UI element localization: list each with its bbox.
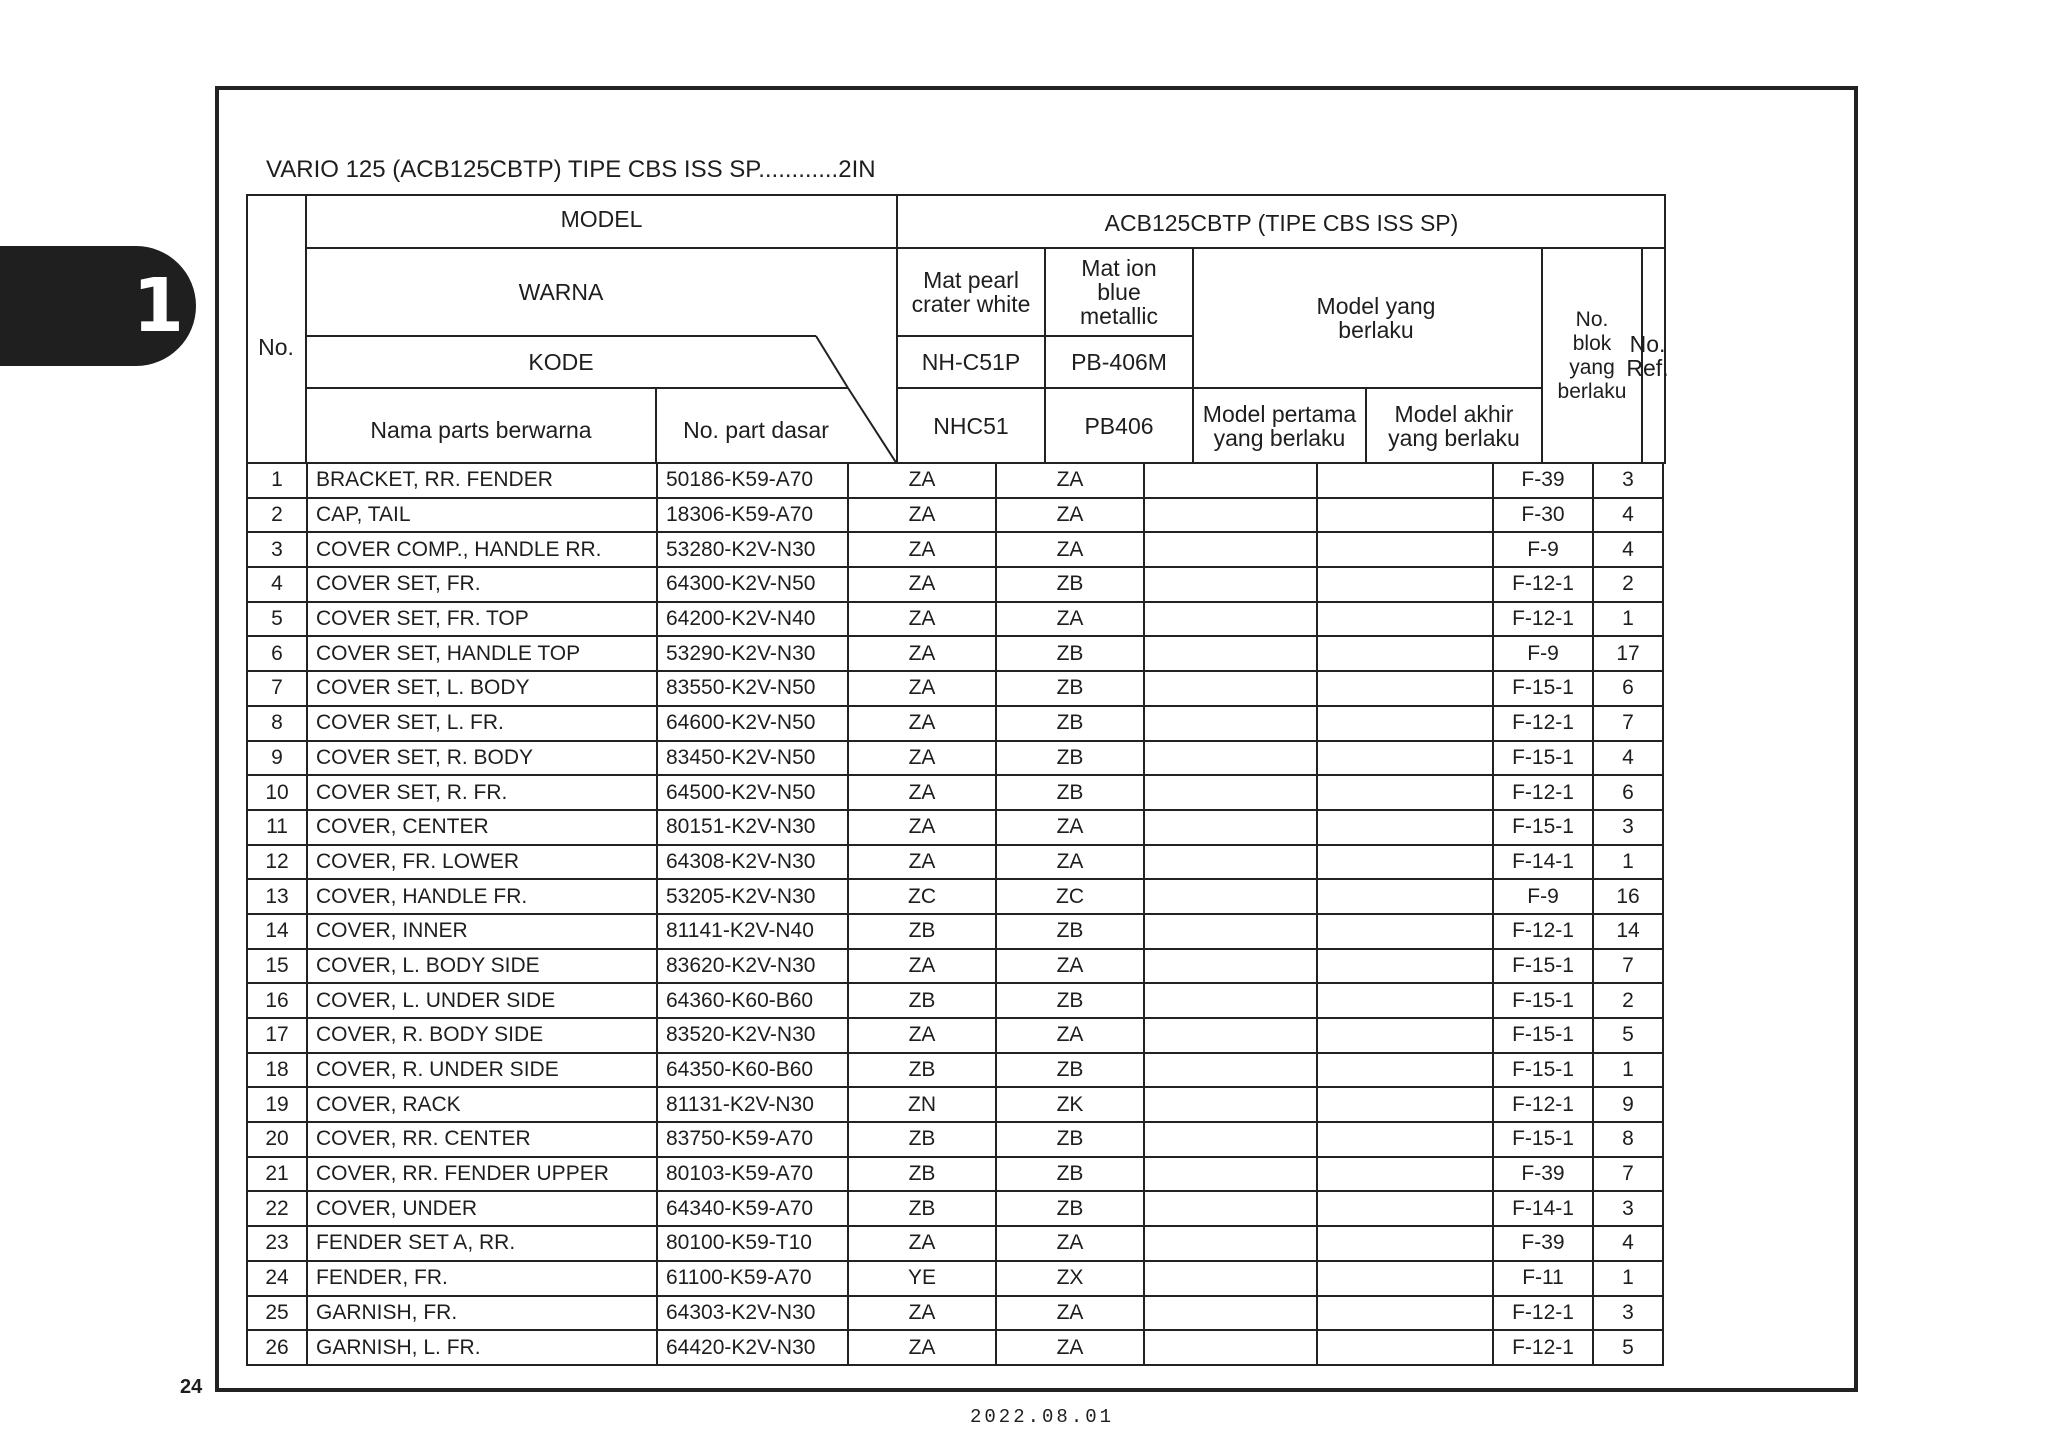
- part-number-cell: 53280-K2V-N30: [657, 532, 848, 567]
- header-model-akhir: Model akhir yang berlaku: [1388, 401, 1520, 451]
- page-title: VARIO 125 (ACB125CBTP) TIPE CBS ISS SP............2IN: [266, 156, 876, 183]
- color1-code-cell: ZA: [848, 464, 996, 498]
- color2-code-cell: ZA: [996, 1330, 1144, 1365]
- ref-number-cell: 5: [1593, 1018, 1663, 1053]
- part-name-cell: COVER, INNER: [307, 914, 657, 949]
- part-name-cell: FENDER SET A, RR.: [307, 1226, 657, 1261]
- part-name-cell: COVER SET, FR.: [307, 567, 657, 602]
- table-row: [247, 1157, 1663, 1192]
- ref-number-cell: 1: [1593, 1053, 1663, 1088]
- part-name-cell: COVER, CENTER: [307, 810, 657, 845]
- row-no-cell: 22: [247, 1191, 307, 1226]
- chapter-tab: [0, 246, 196, 366]
- part-name-cell: COVER COMP., HANDLE RR.: [307, 532, 657, 567]
- table-row: [247, 602, 1663, 637]
- table-row: [247, 1018, 1663, 1053]
- table-row: [247, 1053, 1663, 1088]
- model-akhir-cell: [1317, 1296, 1493, 1331]
- print-date: 2022.08.01: [970, 1406, 1115, 1428]
- color1-code-cell: ZB: [848, 1157, 996, 1192]
- model-akhir-cell: [1317, 706, 1493, 741]
- part-number-cell: 83620-K2V-N30: [657, 949, 848, 984]
- model-akhir-cell: [1317, 1226, 1493, 1261]
- row-no-cell: 15: [247, 949, 307, 984]
- header-kode: KODE: [528, 349, 594, 375]
- table-row: [247, 1330, 1663, 1365]
- table-row: [247, 1261, 1663, 1296]
- model-pertama-cell: [1144, 741, 1317, 776]
- ref-number-cell: 7: [1593, 949, 1663, 984]
- ref-number-cell: 7: [1593, 706, 1663, 741]
- header-warna: WARNA: [518, 279, 604, 305]
- row-no-cell: 7: [247, 671, 307, 706]
- part-number-cell: 81141-K2V-N40: [657, 914, 848, 949]
- model-pertama-cell: [1144, 1296, 1317, 1331]
- blok-number-cell: F-12-1: [1493, 567, 1593, 602]
- model-pertama-cell: [1144, 914, 1317, 949]
- ref-number-cell: 9: [1593, 1087, 1663, 1122]
- model-akhir-cell: [1317, 1053, 1493, 1088]
- header-color2-code: PB-406M: [1071, 349, 1167, 375]
- model-akhir-cell: [1317, 949, 1493, 984]
- ref-number-cell: 17: [1593, 636, 1663, 671]
- color2-code-cell: ZB: [996, 636, 1144, 671]
- row-no-cell: 10: [247, 775, 307, 810]
- model-akhir-cell: [1317, 1087, 1493, 1122]
- blok-number-cell: F-39: [1493, 464, 1593, 498]
- table-row: [247, 532, 1663, 567]
- ref-number-cell: 2: [1593, 983, 1663, 1018]
- model-akhir-cell: [1317, 1018, 1493, 1053]
- ref-number-cell: 1: [1593, 1261, 1663, 1296]
- part-number-cell: 80151-K2V-N30: [657, 810, 848, 845]
- color1-code-cell: ZB: [848, 1191, 996, 1226]
- row-no-cell: 18: [247, 1053, 307, 1088]
- part-number-cell: 64308-K2V-N30: [657, 845, 848, 880]
- part-name-cell: COVER SET, HANDLE TOP: [307, 636, 657, 671]
- part-name-cell: COVER, R. UNDER SIDE: [307, 1053, 657, 1088]
- header-model-label: MODEL: [560, 206, 643, 232]
- part-number-cell: 50186-K59-A70: [657, 464, 848, 498]
- model-akhir-cell: [1317, 567, 1493, 602]
- model-pertama-cell: [1144, 602, 1317, 637]
- part-number-cell: 53290-K2V-N30: [657, 636, 848, 671]
- blok-number-cell: F-12-1: [1493, 706, 1593, 741]
- model-pertama-cell: [1144, 1018, 1317, 1053]
- table-row: [247, 741, 1663, 776]
- model-pertama-cell: [1144, 1122, 1317, 1157]
- color1-code-cell: ZB: [848, 1053, 996, 1088]
- model-pertama-cell: [1144, 1191, 1317, 1226]
- row-no-cell: 2: [247, 498, 307, 533]
- part-number-cell: 53205-K2V-N30: [657, 879, 848, 914]
- table-row: [247, 464, 1663, 498]
- model-akhir-cell: [1317, 775, 1493, 810]
- color2-code-cell: ZB: [996, 741, 1144, 776]
- color2-code-cell: ZB: [996, 567, 1144, 602]
- row-no-cell: 21: [247, 1157, 307, 1192]
- color1-code-cell: ZN: [848, 1087, 996, 1122]
- color1-code-cell: ZA: [848, 1330, 996, 1365]
- model-pertama-cell: [1144, 845, 1317, 880]
- row-no-cell: 8: [247, 706, 307, 741]
- part-number-cell: 83750-K59-A70: [657, 1122, 848, 1157]
- model-pertama-cell: [1144, 532, 1317, 567]
- color1-code-cell: ZA: [848, 1018, 996, 1053]
- row-no-cell: 14: [247, 914, 307, 949]
- model-pertama-cell: [1144, 879, 1317, 914]
- part-name-cell: COVER SET, L. FR.: [307, 706, 657, 741]
- color2-code-cell: ZA: [996, 949, 1144, 984]
- blok-number-cell: F-39: [1493, 1226, 1593, 1261]
- model-pertama-cell: [1144, 1261, 1317, 1296]
- ref-number-cell: 4: [1593, 532, 1663, 567]
- row-no-cell: 3: [247, 532, 307, 567]
- model-pertama-cell: [1144, 1087, 1317, 1122]
- color2-code-cell: ZX: [996, 1261, 1144, 1296]
- color1-code-cell: ZB: [848, 1122, 996, 1157]
- row-no-cell: 26: [247, 1330, 307, 1365]
- model-akhir-cell: [1317, 810, 1493, 845]
- color1-code-cell: ZC: [848, 879, 996, 914]
- part-name-cell: COVER, L. BODY SIDE: [307, 949, 657, 984]
- blok-number-cell: F-14-1: [1493, 845, 1593, 880]
- table-row: [247, 1087, 1663, 1122]
- header-nama-parts: Nama parts berwarna: [370, 417, 592, 443]
- table-row: [247, 567, 1663, 602]
- blok-number-cell: F-12-1: [1493, 1330, 1593, 1365]
- ref-number-cell: 1: [1593, 602, 1663, 637]
- part-name-cell: BRACKET, RR. FENDER: [307, 464, 657, 498]
- color1-code-cell: ZA: [848, 498, 996, 533]
- color2-code-cell: ZB: [996, 1191, 1144, 1226]
- blok-number-cell: F-15-1: [1493, 810, 1593, 845]
- model-akhir-cell: [1317, 914, 1493, 949]
- blok-number-cell: F-14-1: [1493, 1191, 1593, 1226]
- color2-code-cell: ZA: [996, 810, 1144, 845]
- part-name-cell: COVER, RR. FENDER UPPER: [307, 1157, 657, 1192]
- blok-number-cell: F-15-1: [1493, 983, 1593, 1018]
- row-no-cell: 25: [247, 1296, 307, 1331]
- part-number-cell: 64600-K2V-N50: [657, 706, 848, 741]
- color2-code-cell: ZK: [996, 1087, 1144, 1122]
- model-akhir-cell: [1317, 1122, 1493, 1157]
- table-row: [247, 498, 1663, 533]
- part-number-cell: 64420-K2V-N30: [657, 1330, 848, 1365]
- color1-code-cell: ZA: [848, 949, 996, 984]
- blok-number-cell: F-15-1: [1493, 1018, 1593, 1053]
- blok-number-cell: F-9: [1493, 636, 1593, 671]
- blok-number-cell: F-39: [1493, 1157, 1593, 1192]
- table-row: [247, 879, 1663, 914]
- color1-code-cell: YE: [848, 1261, 996, 1296]
- row-no-cell: 5: [247, 602, 307, 637]
- model-akhir-cell: [1317, 1191, 1493, 1226]
- ref-number-cell: 6: [1593, 775, 1663, 810]
- header-no: No.: [258, 334, 294, 360]
- part-number-cell: 83450-K2V-N50: [657, 741, 848, 776]
- color1-code-cell: ZA: [848, 706, 996, 741]
- model-pertama-cell: [1144, 775, 1317, 810]
- blok-number-cell: F-12-1: [1493, 602, 1593, 637]
- header-model-yang-berlaku: Model yang berlaku: [1316, 293, 1436, 343]
- model-pertama-cell: [1144, 949, 1317, 984]
- model-akhir-cell: [1317, 671, 1493, 706]
- color2-code-cell: ZA: [996, 532, 1144, 567]
- row-no-cell: 13: [247, 879, 307, 914]
- color2-code-cell: ZB: [996, 914, 1144, 949]
- part-name-cell: COVER, HANDLE FR.: [307, 879, 657, 914]
- part-name-cell: COVER, FR. LOWER: [307, 845, 657, 880]
- color2-code-cell: ZB: [996, 775, 1144, 810]
- blok-number-cell: F-15-1: [1493, 741, 1593, 776]
- chapter-number: 1: [132, 263, 184, 349]
- part-number-cell: 81131-K2V-N30: [657, 1087, 848, 1122]
- part-name-cell: GARNISH, L. FR.: [307, 1330, 657, 1365]
- part-name-cell: GARNISH, FR.: [307, 1296, 657, 1331]
- page-number: 24: [180, 1376, 203, 1398]
- ref-number-cell: 5: [1593, 1330, 1663, 1365]
- header-color1-code: NH-C51P: [921, 349, 1021, 375]
- model-akhir-cell: [1317, 983, 1493, 1018]
- table-header: [246, 194, 1669, 464]
- color1-code-cell: ZB: [848, 983, 996, 1018]
- row-no-cell: 19: [247, 1087, 307, 1122]
- model-pertama-cell: [1144, 567, 1317, 602]
- color2-code-cell: ZA: [996, 1018, 1144, 1053]
- part-number-cell: 61100-K59-A70: [657, 1261, 848, 1296]
- header-no-ref: [1626, 248, 1669, 464]
- table-row: [247, 983, 1663, 1018]
- table-row: [247, 810, 1663, 845]
- blok-number-cell: F-12-1: [1493, 1296, 1593, 1331]
- ref-number-cell: 3: [1593, 810, 1663, 845]
- part-name-cell: COVER, R. BODY SIDE: [307, 1018, 657, 1053]
- part-name-cell: COVER SET, FR. TOP: [307, 602, 657, 637]
- model-akhir-cell: [1317, 532, 1493, 567]
- part-number-cell: 64360-K60-B60: [657, 983, 848, 1018]
- model-pertama-cell: [1144, 1330, 1317, 1365]
- part-name-cell: CAP, TAIL: [307, 498, 657, 533]
- model-akhir-cell: [1317, 464, 1493, 498]
- header-color1-short: NHC51: [933, 413, 1009, 439]
- blok-number-cell: F-12-1: [1493, 914, 1593, 949]
- ref-number-cell: 3: [1593, 1296, 1663, 1331]
- ref-number-cell: 16: [1593, 879, 1663, 914]
- model-akhir-cell: [1317, 741, 1493, 776]
- color1-code-cell: ZA: [848, 775, 996, 810]
- blok-number-cell: F-15-1: [1493, 671, 1593, 706]
- row-no-cell: 11: [247, 810, 307, 845]
- part-name-cell: FENDER, FR.: [307, 1261, 657, 1296]
- part-number-cell: 83550-K2V-N50: [657, 671, 848, 706]
- table-row: [247, 949, 1663, 984]
- color2-code-cell: ZC: [996, 879, 1144, 914]
- row-no-cell: 20: [247, 1122, 307, 1157]
- color1-code-cell: ZA: [848, 1226, 996, 1261]
- blok-number-cell: F-15-1: [1493, 949, 1593, 984]
- color1-code-cell: ZA: [848, 567, 996, 602]
- ref-number-cell: 7: [1593, 1157, 1663, 1192]
- row-no-cell: 16: [247, 983, 307, 1018]
- blok-number-cell: F-12-1: [1493, 1087, 1593, 1122]
- model-akhir-cell: [1317, 636, 1493, 671]
- color2-code-cell: ZA: [996, 602, 1144, 637]
- part-number-cell: 64300-K2V-N50: [657, 567, 848, 602]
- table-row: [247, 671, 1663, 706]
- parts-table-body: [247, 464, 1663, 1365]
- model-akhir-cell: [1317, 498, 1493, 533]
- ref-number-cell: 3: [1593, 1191, 1663, 1226]
- color1-code-cell: ZA: [848, 1296, 996, 1331]
- part-name-cell: COVER SET, L. BODY: [307, 671, 657, 706]
- part-number-cell: 64500-K2V-N50: [657, 775, 848, 810]
- model-akhir-cell: [1317, 602, 1493, 637]
- model-akhir-cell: [1317, 1261, 1493, 1296]
- row-no-cell: 24: [247, 1261, 307, 1296]
- table-row: [247, 1296, 1663, 1331]
- blok-number-cell: F-12-1: [1493, 775, 1593, 810]
- model-pertama-cell: [1144, 1053, 1317, 1088]
- header-no-part-dasar: No. part dasar: [683, 417, 829, 443]
- color1-code-cell: ZA: [848, 636, 996, 671]
- color1-code-cell: ZA: [848, 810, 996, 845]
- model-pertama-cell: [1144, 1226, 1317, 1261]
- color2-code-cell: ZA: [996, 498, 1144, 533]
- model-akhir-cell: [1317, 1330, 1493, 1365]
- color2-code-cell: ZB: [996, 706, 1144, 741]
- color1-code-cell: ZA: [848, 845, 996, 880]
- blok-number-cell: F-30: [1493, 498, 1593, 533]
- blok-number-cell: F-9: [1493, 879, 1593, 914]
- color2-code-cell: ZB: [996, 983, 1144, 1018]
- part-number-cell: 80103-K59-A70: [657, 1157, 848, 1192]
- model-akhir-cell: [1317, 1157, 1493, 1192]
- parts-table: [246, 464, 1664, 1366]
- row-no-cell: 12: [247, 845, 307, 880]
- table-row: [247, 914, 1663, 949]
- model-akhir-cell: [1317, 845, 1493, 880]
- ref-number-cell: 4: [1593, 498, 1663, 533]
- ref-number-cell: 6: [1593, 671, 1663, 706]
- model-pertama-cell: [1144, 706, 1317, 741]
- color2-code-cell: ZB: [996, 1157, 1144, 1192]
- part-name-cell: COVER SET, R. FR.: [307, 775, 657, 810]
- color1-code-cell: ZA: [848, 602, 996, 637]
- table-row: [247, 1191, 1663, 1226]
- blok-number-cell: F-15-1: [1493, 1122, 1593, 1157]
- model-pertama-cell: [1144, 1157, 1317, 1192]
- color2-code-cell: ZA: [996, 845, 1144, 880]
- part-name-cell: COVER SET, R. BODY: [307, 741, 657, 776]
- part-name-cell: COVER, L. UNDER SIDE: [307, 983, 657, 1018]
- model-akhir-cell: [1317, 879, 1493, 914]
- color1-code-cell: ZA: [848, 741, 996, 776]
- part-name-cell: COVER, RR. CENTER: [307, 1122, 657, 1157]
- table-row: [247, 1122, 1663, 1157]
- header-color2-name: Mat ion blue metallic: [1080, 255, 1158, 329]
- color1-code-cell: ZA: [848, 532, 996, 567]
- blok-number-cell: F-9: [1493, 532, 1593, 567]
- ref-number-cell: 4: [1593, 1226, 1663, 1261]
- color2-code-cell: ZB: [996, 1122, 1144, 1157]
- model-pertama-cell: [1144, 810, 1317, 845]
- row-no-cell: 1: [247, 464, 307, 498]
- part-number-cell: 64200-K2V-N40: [657, 602, 848, 637]
- part-number-cell: 64340-K59-A70: [657, 1191, 848, 1226]
- model-pertama-cell: [1144, 671, 1317, 706]
- header-no-blok: No. blok yang berlaku: [1557, 308, 1627, 403]
- row-no-cell: 9: [247, 741, 307, 776]
- ref-number-cell: 14: [1593, 914, 1663, 949]
- row-no-cell: 17: [247, 1018, 307, 1053]
- part-name-cell: COVER, UNDER: [307, 1191, 657, 1226]
- model-pertama-cell: [1144, 498, 1317, 533]
- color2-code-cell: ZA: [996, 1226, 1144, 1261]
- table-row: [247, 636, 1663, 671]
- blok-number-cell: F-11: [1493, 1261, 1593, 1296]
- ref-number-cell: 8: [1593, 1122, 1663, 1157]
- ref-number-cell: 3: [1593, 464, 1663, 498]
- color2-code-cell: ZB: [996, 671, 1144, 706]
- header-color1-name: Mat pearl crater white: [911, 267, 1031, 317]
- part-number-cell: 64303-K2V-N30: [657, 1296, 848, 1331]
- ref-number-cell: 1: [1593, 845, 1663, 880]
- blok-number-cell: F-15-1: [1493, 1053, 1593, 1088]
- table-row: [247, 845, 1663, 880]
- model-pertama-cell: [1144, 464, 1317, 498]
- color1-code-cell: ZB: [848, 914, 996, 949]
- ref-number-cell: 2: [1593, 567, 1663, 602]
- color1-code-cell: ZA: [848, 671, 996, 706]
- table-row: [247, 775, 1663, 810]
- part-number-cell: 64350-K60-B60: [657, 1053, 848, 1088]
- part-number-cell: 18306-K59-A70: [657, 498, 848, 533]
- part-name-cell: COVER, RACK: [307, 1087, 657, 1122]
- header-no-ref-text: No. Ref.: [1626, 331, 1669, 381]
- part-number-cell: 80100-K59-T10: [657, 1226, 848, 1261]
- header-color2-short: PB406: [1084, 413, 1154, 439]
- table-row: [247, 1226, 1663, 1261]
- part-number-cell: 83520-K2V-N30: [657, 1018, 848, 1053]
- color2-code-cell: ZA: [996, 464, 1144, 498]
- row-no-cell: 4: [247, 567, 307, 602]
- table-row: [247, 706, 1663, 741]
- ref-number-cell: 4: [1593, 741, 1663, 776]
- row-no-cell: 6: [247, 636, 307, 671]
- model-pertama-cell: [1144, 636, 1317, 671]
- row-no-cell: 23: [247, 1226, 307, 1261]
- header-model-pertama: Model pertama yang berlaku: [1202, 401, 1357, 451]
- color2-code-cell: ZA: [996, 1296, 1144, 1331]
- model-pertama-cell: [1144, 983, 1317, 1018]
- header-model-value: ACB125CBTP (TIPE CBS ISS SP): [1104, 210, 1459, 236]
- color2-code-cell: ZB: [996, 1053, 1144, 1088]
